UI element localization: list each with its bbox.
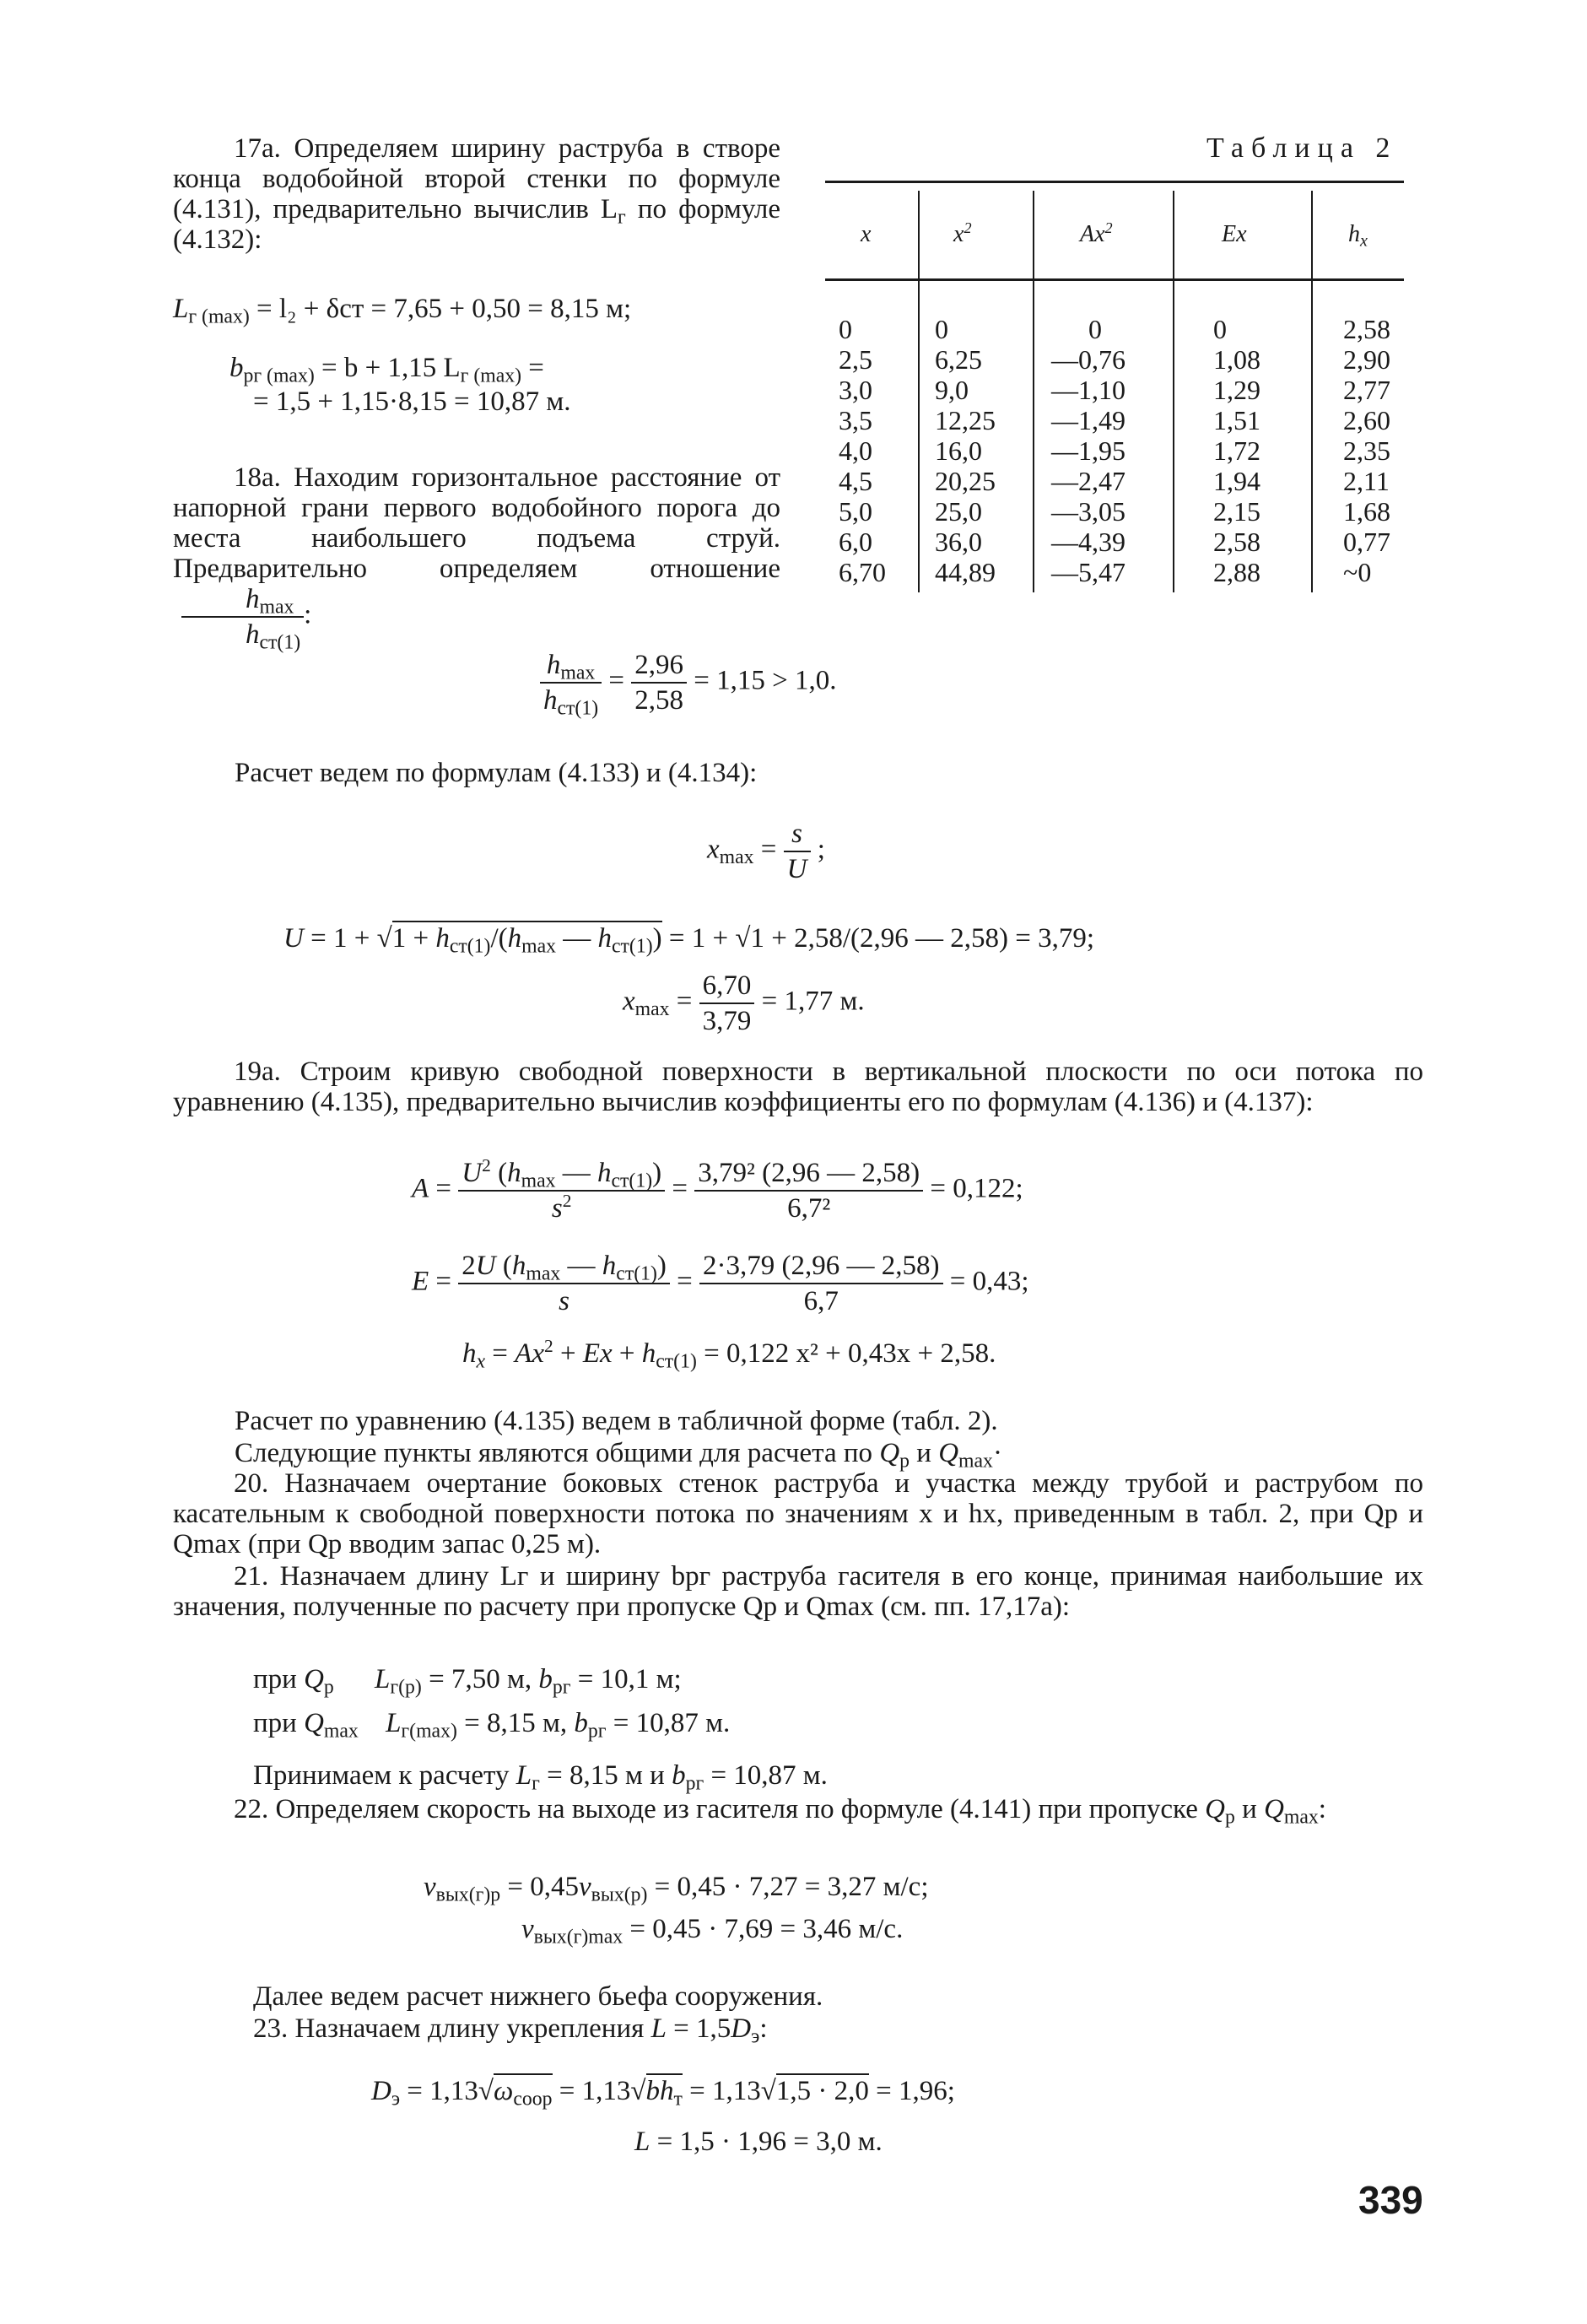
line-at-qp: при $Q_р$ $L_{г(р)} = 7,50$ м, $b_{рг} = 10,1$ м; bbox=[253, 1664, 682, 1699]
table-header-x2: $x^2$ bbox=[953, 219, 972, 247]
table-column-x2: 0 6,25 9,0 12,25 16,0 20,25 25,0 36,0 44,89 bbox=[935, 314, 996, 587]
table-divider-2 bbox=[1033, 191, 1034, 592]
equation-d: $D_э = 1,13√\omega_{соор} = 1,13√bh_т = 1,13√1,5 \cdot 2,0 = 1,96$; bbox=[371, 2076, 955, 2106]
paragraph-table-form: Расчет по уравнению (4.135) ведем в табличной форме (табл. 2). bbox=[235, 1406, 998, 1436]
paragraph-20: 20. Назначаем очертание боковых стенок раструба и участка между трубой и раструбом по касательным к свободной поверхности потока по значениям x и hx, приведенным в табл. 2, при Qp и Qmax (при Qp вводим запас 0,25 м). bbox=[173, 1468, 1423, 1559]
equation-v-out-p: $v_{вых(г)р} = 0,45v_{вых(р)} = 0,45 \cdot 7,27 = 3,27$ м/с; bbox=[424, 1872, 929, 1906]
paragraph-21: 21. Назначаем длину Lг и ширину bрг раструба гасителя в его конце, принимая наибольшие их значения, полученные по расчету при пропуске Qp и Qmax (см. пп. 17,17а): bbox=[173, 1561, 1423, 1622]
paragraph-18a: 18а. Находим горизонтальное расстояние от напорной грани первого водобойного порога до места наибольшего подъема струй. Предварительно определяем отношение $\frac{h_{max}}{h_{ст(1)}}$ : bbox=[173, 462, 780, 654]
equation-v-out-max: $v_{вых(г)max} = 0,45 \cdot 7,69 = 3,46$ м/с. bbox=[521, 1914, 904, 1948]
table-divider-1 bbox=[918, 191, 920, 592]
equation-a: A = $\frac{U^2 (h_{max} — h_{ст(1)})}{s^2}$ = $\frac{\text{3,79² (2,96 — 2,58)}}{\text{6,7²}}$ = 0,122; bbox=[412, 1155, 1023, 1224]
equation-bpr-max-2: = 1,5 + 1,15·8,15 = 10,87 м. bbox=[253, 386, 571, 417]
table-header-rule bbox=[825, 278, 1404, 281]
table-header-ex: Ex bbox=[1222, 221, 1247, 247]
equation-ratio: $\frac{h_{max}}{h_{ст(1)}}$ = $\frac{2,96}{2,58}$ = 1,15 > 1,0. bbox=[540, 650, 836, 716]
paragraph-calc-intro: Расчет ведем по формулам (4.133) и (4.134): bbox=[235, 758, 758, 788]
equation-hx: $h_x = Ax^2 + Ex + h_{ст(1)} = 0,122$ x² + 0,43x + 2,58. bbox=[462, 1336, 996, 1373]
paragraph-22: 22. Определяем скорость на выходе из гасителя по формуле (4.141) при пропуске $Q_р$ и $Q_{max}$: bbox=[234, 1794, 1326, 1829]
line-accept: Принимаем к расчету $L_г = 8,15$ м и $b_{рг} = 10,87$ м. bbox=[253, 1760, 828, 1795]
table-top-rule bbox=[825, 181, 1404, 183]
paragraph-19a: 19а. Строим кривую свободной поверхности в вертикальной плоскости по оси потока по уравнению (4.135), предварительно вычислив коэффициенты его по формулам (4.136) и (4.137): bbox=[173, 1057, 1423, 1117]
equation-lr-max: $L_{г (max)} = l_2 + \delta ст = 7,65 + 0,50 = 8,15$ м; bbox=[173, 294, 632, 328]
table-header-ax2: Ax$^2$ bbox=[1080, 219, 1113, 247]
equation-xmax: $x_{max}$ = $\frac{s}{U}$ ; bbox=[707, 819, 825, 884]
equation-l: L = 1,5 · 1,96 = 3,0 м. bbox=[634, 2127, 883, 2157]
table-column-hx: 2,58 2,90 2,77 2,60 2,35 2,11 1,68 0,77 ~0 bbox=[1343, 314, 1390, 587]
paragraph-common: Следующие пункты являются общими для расчета по $Q_р$ и $Q_{max}\cdot$ bbox=[235, 1438, 1002, 1473]
equation-u: $U = 1 + √1 + h_{ст(1)}/(h_{max}$ — $h_{ст(1)}) = 1 + √1 + 2,58/(2,96$ — 2,58) = 3,79; bbox=[283, 923, 1094, 954]
table-column-ax2: 0 —0,76 —1,10 —1,49 —1,95 —2,47 —3,05 —4,39 —5,47 bbox=[1051, 314, 1125, 587]
equation-xmax-value: $x_{max}$ = $\frac{6,70}{3,79}$ = 1,77 м. bbox=[623, 970, 865, 1036]
table-divider-3 bbox=[1173, 191, 1174, 592]
line-at-qmax: при $Q_{max}$ $L_{г(max)} = 8,15$ м, $b_{рг} = 10,87$ м. bbox=[253, 1708, 731, 1743]
table-divider-4 bbox=[1311, 191, 1313, 592]
page-number: 339 bbox=[1358, 2178, 1423, 2222]
table-column-ex: 0 1,08 1,29 1,51 1,72 1,94 2,15 2,58 2,88 bbox=[1213, 314, 1260, 587]
equation-e: E = $\frac{2U (h_{max} — h_{ст(1)})}{s}$ = $\frac{2\cdot 3,79 (2,96 — 2,58)}{6,7}$ = 0,43; bbox=[412, 1251, 1029, 1316]
equation-bpr-max: $b_{рг (max)} = b + 1,15$ $L_{г (max)}$ = bbox=[229, 353, 544, 387]
table-header-x: x bbox=[861, 221, 872, 247]
paragraph-17a: 17а. Определяем ширину раструба в створе конца водобойной второй стенки по формуле (4.131), предварительно вычислив $L_г$ по формуле (4.132): bbox=[173, 133, 780, 255]
table-column-x: 0 2,5 3,0 3,5 4,0 4,5 5,0 6,0 6,70 bbox=[839, 314, 886, 587]
table-title: Таблица 2 bbox=[1206, 132, 1398, 164]
table-header-hx: $h_x$ bbox=[1348, 221, 1368, 251]
paragraph-further: Далее ведем расчет нижнего бьефа сооружения. bbox=[253, 1981, 823, 2012]
paragraph-23: 23. Назначаем длину укрепления $L = 1,5D_э$: bbox=[253, 2013, 768, 2048]
